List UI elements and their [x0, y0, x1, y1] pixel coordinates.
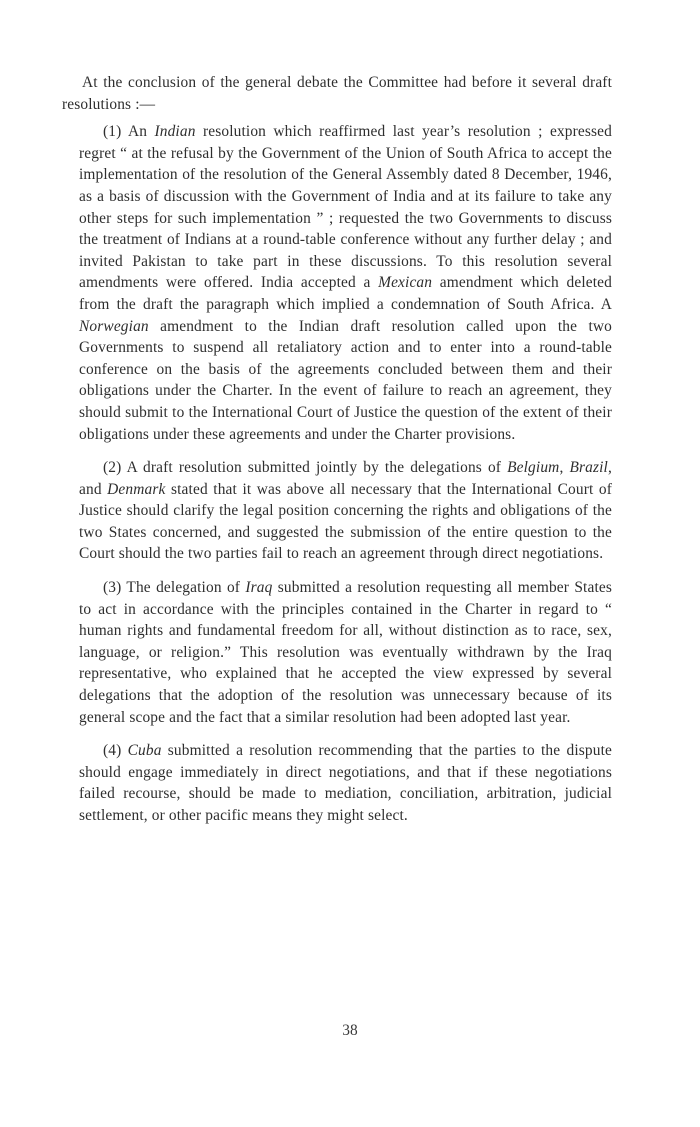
italic-name: Cuba [127, 742, 162, 760]
italic-name: Mexican [378, 274, 433, 292]
paragraph-text: submitted a resolution recommending that the parties to the dispute should engage immediately in direct negotiations, and that if these negotiations failed recourse, should be made to mediation, conciliation, arbitration, judicial settlement, or other pacific means they might select. [79, 742, 612, 824]
paragraph-text: resolution which reaffirmed last year’s resolution ; expressed regret “ at the refusal by the Government of the Union of South Africa to accept the implementation of the resolution of the General Assembly dated 8 December, 1946, as a basis of discussion with the Government of India and at its failure to take any other steps for such implementation ” ; requested the two Governments to discuss the treatment of Indians at a round-table conference without any further delay ; and invited Pakistan to take part in these discussions. To this resolution several amendments were offered. India accepted a [79, 123, 613, 292]
paragraph-text: stated that it was above all necessary that the International Court of Justice should clarify the legal position concerning the rights and obligations of the two States concerned, and suggested the submission of the entire question to the Court should the two parties fail to reach an agreement through direct negotiations. [79, 480, 613, 563]
paragraph-text: amendment which deleted from the draft the paragraph which implied a condemnation of South Africa. A [79, 274, 612, 313]
paragraph-text: An [121, 123, 155, 141]
italic-name: Iraq [245, 579, 273, 597]
intro-paragraph: At the conclusion of the general debate the Committee had before it several draft resolutions :— [62, 74, 612, 113]
resolution-paragraph [62, 121, 612, 445]
resolution-paragraph [62, 457, 612, 565]
paragraph-number: (2) [103, 459, 122, 477]
italic-name: Indian [154, 123, 196, 141]
paragraph-text: submitted a resolution requesting all member States to act in accordance with the principles contained in the Charter in regard to “ human rights and fundamental freedom for all, without distinction as to race, sex, language, or religion.” This resolution was eventually withdrawn by the Iraq representative, who explained that he accepted the view expressed by several delegations that the adoption of the resolution was unnecessary because of its general scope and the fact that a similar resolution had been adopted last year. [79, 579, 612, 726]
paragraph-number: (1) [103, 123, 122, 141]
paragraph-number: (3) [103, 579, 122, 597]
page-number: 38 [342, 1022, 358, 1039]
paragraph-number: (4) [103, 742, 122, 760]
italic-name: Norwegian [79, 317, 149, 335]
paragraph-text: The delegation of [121, 579, 246, 597]
italic-name: Brazil [569, 459, 608, 477]
paragraph-text: amendment to the Indian draft resolution called upon the two Governments to suspend all retaliatory action and to enter into a round-table conference on the basis of the agreements concluded between them and their obligations under the Charter. In the event of failure to reach an agreement, they should submit to the International Court of Justice the question of the extent of their obligations under these agreements and under the Charter provisions. [79, 317, 612, 443]
italic-name: Denmark [107, 480, 166, 498]
resolution-paragraph [62, 740, 612, 826]
resolution-paragraph [62, 577, 612, 728]
document-page [62, 72, 612, 827]
paragraph-text: , and [79, 459, 612, 498]
paragraph-text: A draft resolution submitted jointly by the delegations of [121, 459, 508, 477]
italic-name: Belgium [507, 459, 560, 477]
paragraph-text: , [559, 459, 570, 477]
resolution-list [62, 121, 612, 826]
